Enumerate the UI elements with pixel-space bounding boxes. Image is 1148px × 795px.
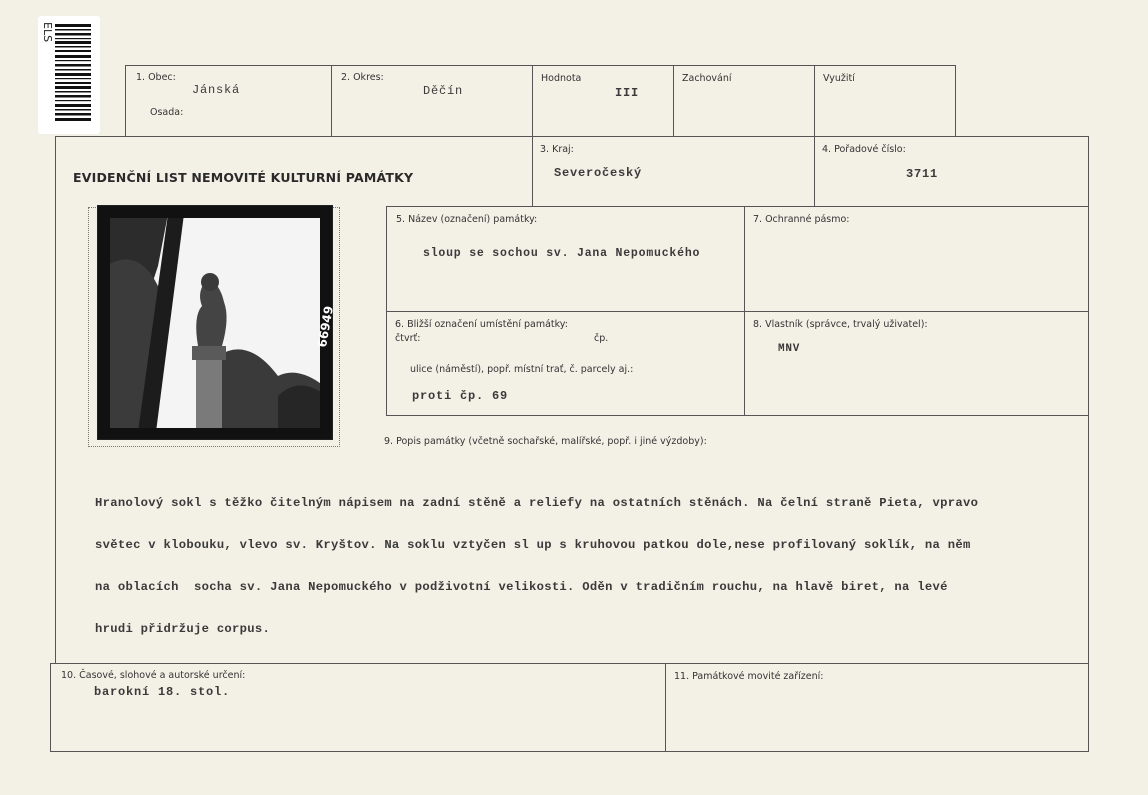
umisteni-label: 6. Bližší označení umístění památky: xyxy=(395,319,568,330)
photo-number: 66949 xyxy=(315,304,337,349)
casove-label: 10. Časové, slohové a autorské určení: xyxy=(61,670,246,681)
zachovani-label: Zachování xyxy=(682,73,732,84)
nazev-value: sloup se sochou sv. Jana Nepomuckého xyxy=(423,247,701,260)
poradove-label: 4. Pořadové číslo: xyxy=(822,144,906,155)
osada-label: Osada: xyxy=(150,107,184,118)
popis-line: světec v klobouku, vlevo sv. Kryštov. Na soklu vztyčen sl up s kruhovou patkou dole,nese profilovaný soklík, na něm xyxy=(95,538,971,552)
vlastnik-label: 8. Vlastník (správce, trvalý uživatel): xyxy=(753,319,928,330)
nazev-label: 5. Název (označení) památky: xyxy=(396,214,538,225)
poradove-value: 3711 xyxy=(906,167,939,181)
kraj-value: Severočeský xyxy=(554,166,643,180)
barcode-sticker xyxy=(38,16,100,134)
popis-line: na oblacích socha sv. Jana Nepomuckého v podživotní velikosti. Oděn v tradičním rouchu, na hlavě biret, na levé xyxy=(95,580,948,594)
ulice-label: ulice (náměstí), popř. místní trať, č. parcely aj.: xyxy=(410,364,634,375)
hodnota-label: Hodnota xyxy=(541,73,582,84)
hodnota-value: III xyxy=(615,86,640,100)
casove-value: barokní 18. stol. xyxy=(94,685,231,699)
vlastnik-value: MNV xyxy=(778,343,801,355)
umisteni-value: proti čp. 69 xyxy=(412,389,509,403)
okres-value: Děčín xyxy=(423,84,464,98)
okres-label: 2. Okres: xyxy=(341,72,384,83)
popis-text xyxy=(95,468,1075,664)
popis-label: 9. Popis památky (včetně sochařské, malířské, popř. i jiné výzdoby): xyxy=(384,436,707,447)
monument-photo xyxy=(97,205,337,440)
statue-photo-icon xyxy=(98,206,332,439)
obec-label: 1. Obec: xyxy=(136,72,176,83)
ochranne-label: 7. Ochranné pásmo: xyxy=(753,214,850,225)
popis-line: Hranolový sokl s těžko čitelným nápisem na zadní stěně a reliefy na ostatních stěnách. Na čelní straně Pieta, vpravo xyxy=(95,496,979,510)
barcode-text: ELS xyxy=(41,22,54,43)
cp-label: čp. xyxy=(594,333,609,344)
popis-line: hrudi přidržuje corpus. xyxy=(95,622,271,636)
barcode-icon xyxy=(55,22,91,124)
kraj-label: 3. Kraj: xyxy=(540,144,574,155)
ctvrt-label: čtvrť: xyxy=(395,333,421,344)
movite-label: 11. Památkové movité zařízení: xyxy=(674,671,824,682)
vyuziti-label: Využití xyxy=(823,73,855,84)
obec-value: Jánská xyxy=(192,83,241,97)
page-title: EVIDENČNÍ LIST NEMOVITÉ KULTURNÍ PAMÁTKY xyxy=(73,170,414,185)
